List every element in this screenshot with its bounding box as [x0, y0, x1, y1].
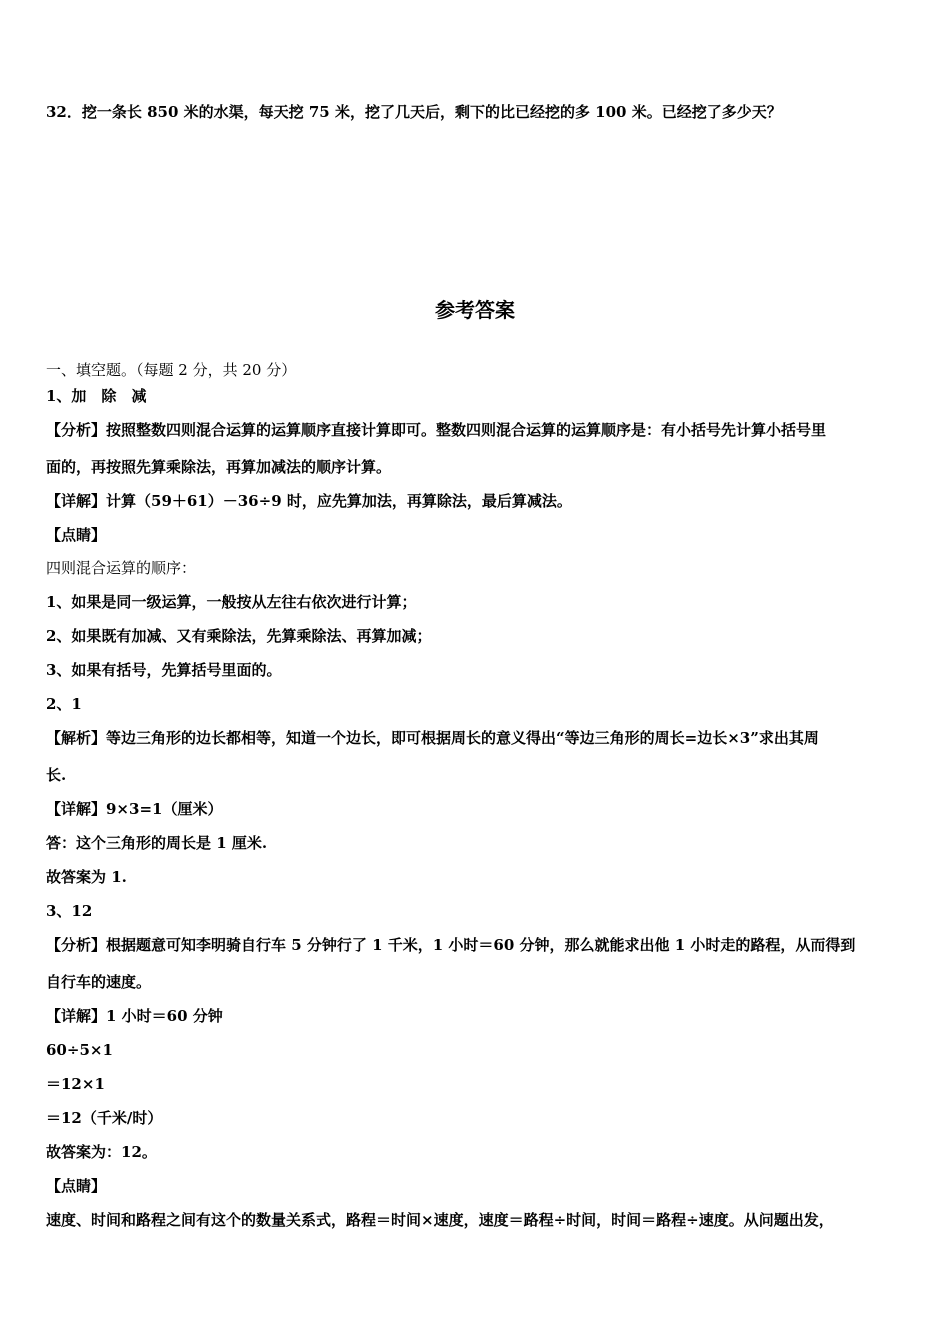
calc-3-step-1: 60÷5×1	[46, 1041, 113, 1059]
detail-2: 【详解】9×3=1（厘米）	[46, 800, 223, 818]
detail-3: 【详解】1 小时＝60 分钟	[46, 1007, 223, 1025]
remark-1-heading: 【点睛】	[46, 526, 107, 544]
question-32: 32．挖一条长 850 米的水渠，每天挖 75 米，挖了几天后，剩下的比已经挖的多 100 米。已经挖了多少天？	[46, 103, 782, 121]
analysis-1-line-1: 【分析】按照整数四则混合运算的运算顺序直接计算即可。整数四则混合运算的运算顺序是：有小括号先计算小括号里	[46, 421, 827, 439]
reply-2: 答：这个三角形的周长是 1 厘米.	[46, 834, 268, 852]
remark-3-heading: 【点睛】	[46, 1177, 107, 1195]
remark-3-text: 速度、时间和路程之间有这个的数量关系式，路程＝时间×速度，速度＝路程÷时间，时间＝路程÷速度。从问题出发，	[46, 1211, 834, 1229]
calc-3-step-3: ＝12（千米/时）	[46, 1109, 163, 1127]
answer-title: 参考答案	[435, 298, 515, 322]
answer-2: 2、1	[46, 695, 82, 713]
answer-1: 1、加 除 减	[46, 387, 147, 405]
analysis-3-line-1: 【分析】根据题意可知李明骑自行车 5 分钟行了 1 千米，1 小时＝60 分钟，那么就能求出他 1 小时走的路程，从而得到	[46, 936, 856, 954]
analysis-3-line-2: 自行车的速度。	[46, 973, 152, 991]
remark-1-text: 四则混合运算的顺序：	[46, 559, 197, 577]
result-2: 故答案为 1.	[46, 868, 127, 886]
section-heading: 一、填空题。（每题 2 分，共 20 分）	[46, 361, 297, 379]
analysis-2-line-2: 长.	[46, 766, 67, 784]
remark-1-rule-1: 1、如果是同一级运算，一般按从左往右依次进行计算；	[46, 593, 417, 611]
remark-1-rule-2: 2、如果既有加减、又有乘除法，先算乘除法、再算加减；	[46, 627, 432, 645]
analysis-1-line-2: 面的，再按照先算乘除法，再算加减法的顺序计算。	[46, 458, 392, 476]
result-3: 故答案为：12。	[46, 1143, 157, 1161]
answer-3: 3、12	[46, 902, 93, 920]
analysis-2-line-1: 【解析】等边三角形的边长都相等，知道一个边长，即可根据周长的意义得出“等边三角形的周长=边长×3”求出其周	[46, 729, 819, 747]
calc-3-step-2: ＝12×1	[46, 1075, 105, 1093]
remark-1-rule-3: 3、如果有括号，先算括号里面的。	[46, 661, 282, 679]
detail-1: 【详解】计算（59＋61）－36÷9 时，应先算加法，再算除法，最后算减法。	[46, 492, 572, 510]
